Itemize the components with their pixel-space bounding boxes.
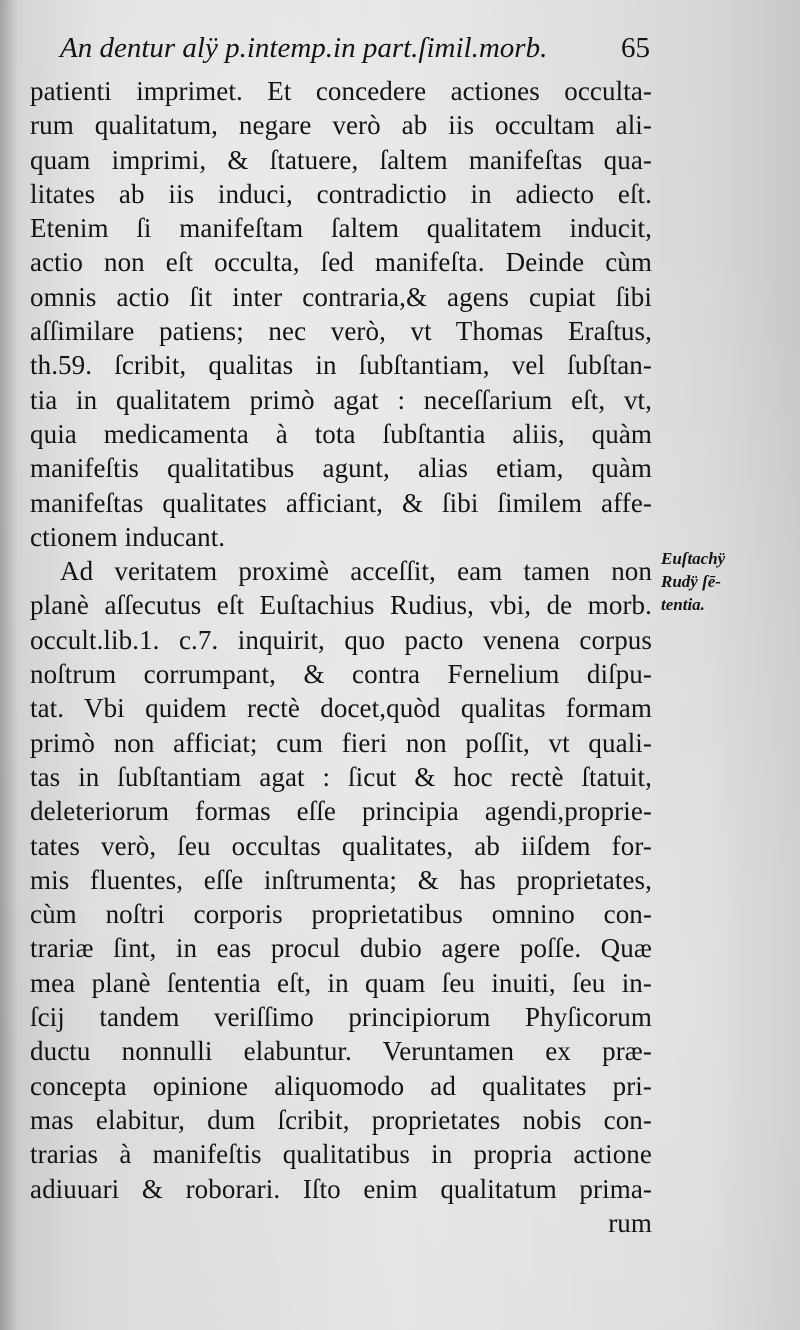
text-line: manifeſtas qualitates afficiant, & ſibi ſimilem affe-: [30, 487, 652, 518]
text-line: noſtrum corrumpant, & contra Fernelium diſpu-: [30, 659, 652, 690]
text-line: tates verò, ſeu occultas qualitates, ab iiſdem for-: [30, 830, 652, 861]
margin-note-line: Rudÿ ſē-: [661, 572, 721, 591]
text-line: patienti imprimet. Et concedere actiones occulta-: [30, 76, 652, 106]
text-line: manifeſtis qualitatibus agunt, alias etiam, quàm: [30, 453, 652, 484]
gutter-shadow: [0, 0, 18, 1330]
text-line: quam imprimi, & ſtatuere, ſaltem manifeſtas qua-: [30, 144, 652, 175]
text-line: ſcij tandem veriſſimo principiorum Phyſicorum: [30, 1002, 652, 1033]
text-line: mea planè ſententia eſt, in quam ſeu inuiti, ſeu in-: [30, 967, 652, 998]
margin-note-line: tentia.: [661, 595, 705, 614]
text-line: trariæ ſint, in eas procul dubio agere poſſe. Quæ: [30, 933, 652, 964]
margin-note-line: Euſtachÿ: [661, 549, 726, 568]
text-line: litates ab iis induci, contradictio in adiecto eſt.: [30, 178, 652, 209]
running-head: [60, 32, 650, 72]
text-line: rum qualitatum, negare verò ab iis occultam ali-: [30, 110, 652, 141]
text-line: tas in ſubſtantiam agat : ſicut & hoc rectè ſtatuit,: [30, 761, 652, 792]
page-number: 65: [621, 32, 650, 64]
text-line: mas elabitur, dum ſcribit, proprietates nobis con-: [30, 1104, 652, 1135]
text-line: ctionem inducant.: [30, 521, 226, 552]
text-line: occult.lib.1. c.7. inquirit, quo pacto venena corpus: [30, 624, 652, 655]
text-line: Ad veritatem proximè acceſſit, eam tamen non: [60, 556, 652, 587]
text-line: trarias à manifeſtis qualitatibus in propria actione: [30, 1139, 652, 1170]
body-text: [30, 74, 652, 1240]
text-line: primò non afficiat; cum fieri non poſſit, vt quali-: [30, 727, 652, 758]
text-line: adiuuari & roborari. Iſto enim qualitatum prima-: [30, 1173, 652, 1204]
text-line: aſſimilare patiens; nec verò, vt Thomas Eraſtus,: [30, 316, 652, 347]
text-line: deleteriorum formas eſſe principia agendi,proprie-: [30, 796, 652, 827]
text-line: actio non eſt occulta, ſed manifeſta. Deinde cùm: [30, 247, 652, 278]
text-line: mis fluentes, eſſe inſtrumenta; & has proprietates,: [30, 864, 652, 895]
text-line: tat. Vbi quidem rectè docet,quòd qualitas formam: [30, 693, 652, 724]
text-line: omnis actio ſit inter contraria,& agens cupiat ſibi: [30, 281, 652, 312]
text-line: quia medicamenta à tota ſubſtantia aliis, quàm: [30, 418, 652, 449]
text-line: ductu nonnulli elabuntur. Veruntamen ex præ-: [30, 1036, 652, 1067]
text-line: th.59. ſcribit, qualitas in ſubſtantiam, vel ſubſtan-: [30, 350, 652, 381]
running-title: An dentur alÿ p.intemp.in part.ſimil.morb.: [60, 32, 548, 64]
text-line: concepta opinione aliquomodo ad qualitates pri-: [30, 1070, 652, 1101]
text-line: Etenim ſi manifeſtam ſaltem qualitatem inducit,: [30, 213, 652, 244]
text-line: planè aſſecutus eſt Euſtachius Rudius, vbi, de morb.: [30, 590, 652, 621]
text-line: tia in qualitatem primò agat : neceſſarium eſt, vt,: [30, 384, 652, 415]
text-line: cùm noſtri corporis proprietatibus omnino con-: [30, 899, 652, 930]
catchword: rum: [608, 1207, 652, 1238]
margin-note: [661, 547, 781, 616]
